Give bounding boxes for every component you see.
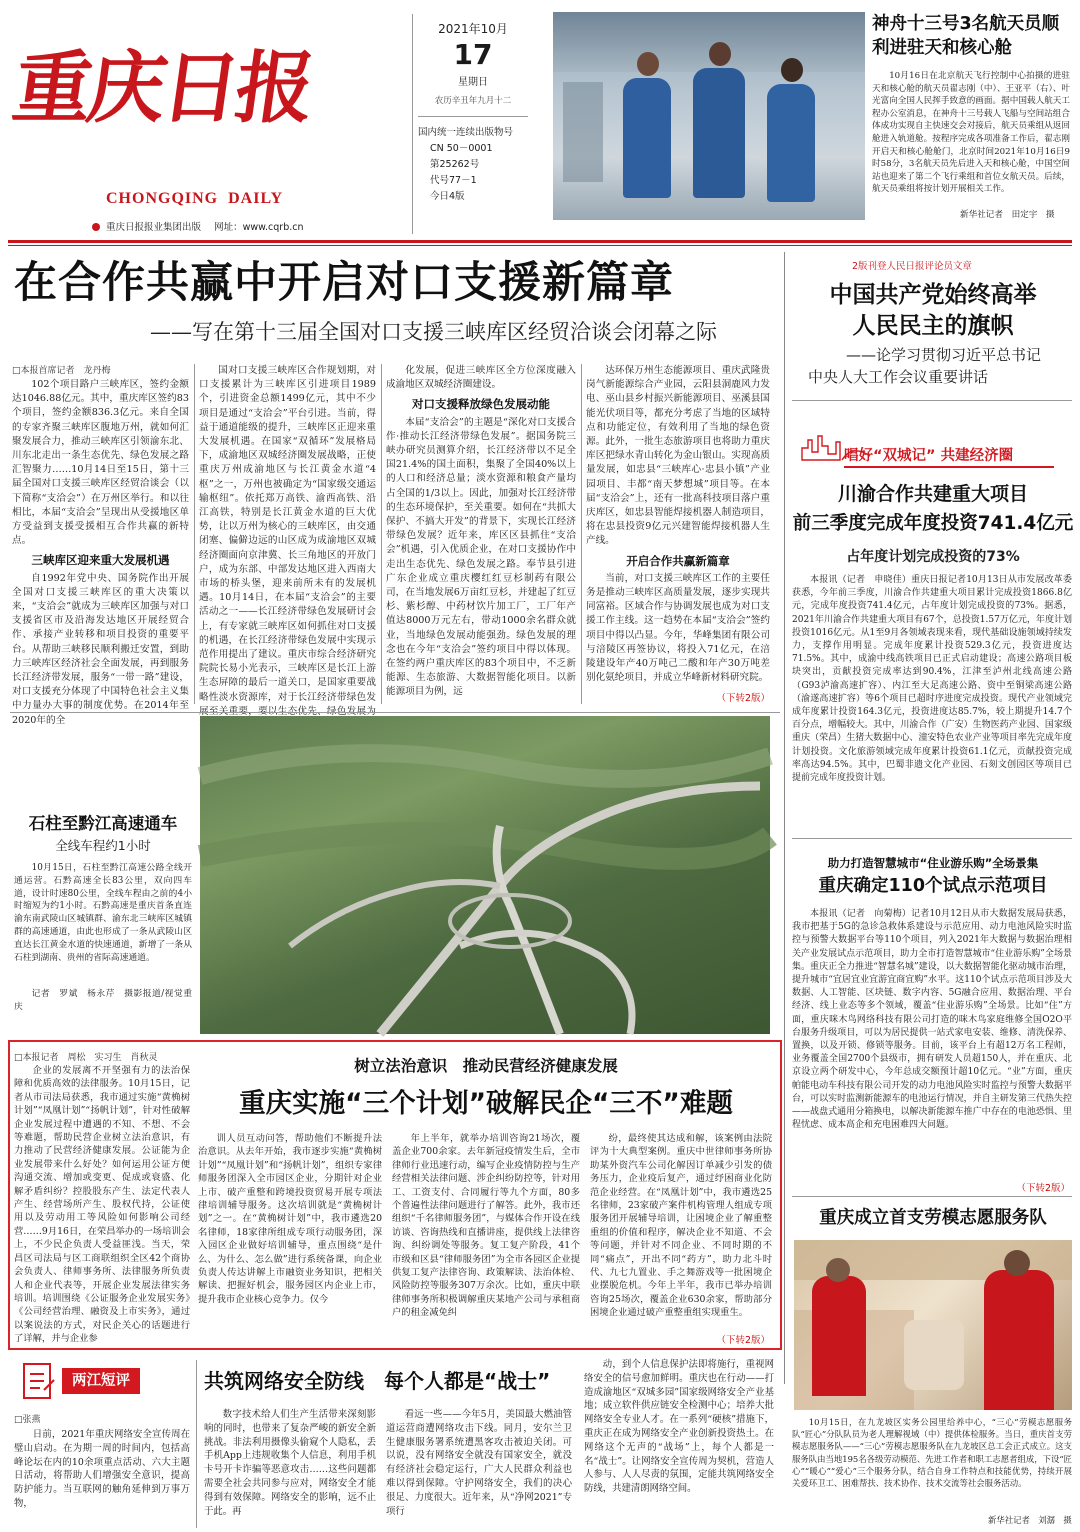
photo-story-credit-text: 记者 罗斌 杨永芹 摄影报道/视觉重庆 [14,989,192,1012]
side2-headline-line2: 前三季度完成年度投资741.4亿元 [792,513,1074,534]
feature-col4 [590,1132,772,1332]
side4-caption-text: 10月15日，在九龙坡区实务公园里给养中心，“三心”劳模志愿服务队“匠心”分队队员为老人理解视域（中）提供体检服务。当日，重庆首支劳模志愿服务队——“三心”劳模志愿服务队在九龙坡区总工会正式成立。这支服务队由当地195名各级劳动模范、先进工作者和职工志愿者组成，下设“匠心”“暖心”“爱心”三个服务分队，结合自身工作特点和技能优势，持续开展关爱环卫工、困难帮扶、技术协作、技术交流等社会服务活动。 [792,1417,1072,1489]
side3-body [792,908,1072,1178]
weekday: 星期日 [458,77,488,88]
lead-col4 [586,364,770,689]
date-day: 17 [453,38,493,71]
masthead-publisher-line [92,219,304,233]
feature-col1 [14,1064,190,1346]
side2-banner-text: 唱好“双城记” 共建经济圈 [844,448,1014,464]
issue-info [418,20,538,205]
side3-continue-link[interactable]: （下转2版） [1016,1183,1070,1194]
issn-label: 国内统一连续出版物号 [418,127,514,138]
lead-subheadline: ——写在第十三届全国对口支援三峡库区经贸洽谈会闭幕之际 [150,320,717,344]
side4-headline: 重庆成立首支劳模志愿服务队 [819,1208,1047,1228]
commentary-col2 [204,1408,376,1528]
lead-col2 [199,364,376,706]
feature-col3 [392,1132,580,1346]
commentary-col4-text: 动，到个人信息保护法即将施行，重视网络安全的信号愈加鲜明。重庆也在行动——打造成渝地区“双城多园”国家级网络安全产业基地；成立软件供应链安全检测中心；培养大批网络安全专业人才。在一系列“硬核”措施下，重庆正在成为网络安全产业创新投资热土。在网络这个无声的“战场”上，每个人都是一名“战士”。让网络安全宣传周为契机，营造人人参与、人人尽责的氛围，定能共筑网络安全防线，共建清朗网络空间。 [584,1359,774,1495]
cn-number: CN 50－0001 [430,143,493,154]
lead-col3-text: 化发展，促进三峡库区全方位深度融入成渝地区双城经济圈建设。 [386,365,576,391]
feature-col2-text: 训人员互动问答，帮助他们不断提升法治意识。从去年开始，我市逐步实施“黄桷树计划”“凤凰计划”和“扬帆计划”，组织专家律师服务团深入全市园区企业，分期针对企业上市、破产重整和跨境投资贸易开展专项法律培训辅导服务。这次培训就是“黄桷树计划”之一。在“黄桷树计划”中，我市遴选20名律师，18家律所组成专项行动服务团，深入园区企业做好培训辅导，重点围绕“是什么、为什么、怎么做”进行系统备课，向企业负责人传达讲解上市融资业务知识，把相关解读、把握好机会，服务园区内企业上市，提升我市企业核心竞争力。仅今 [198,1133,382,1305]
side3-headline [792,854,1074,900]
commentary-badge [22,1360,182,1404]
astronaut-photo [553,12,865,220]
lead-headline: 在合作共赢中开启对口支援新篇章 [14,258,674,308]
lead-col4-subhead: 开启合作共赢新篇章 [626,553,730,568]
highway-photo [200,716,770,1034]
astronaut-figure [623,52,673,202]
side2-body-text: 本报讯（记者 申晓佳）重庆日报记者10月13日从市发展改革委获悉，今年前三季度，川渝合作共建重大项目累计完成投资1866.8亿元，完成年度投资741.4亿元，占年度计划完成投资的73%。据悉，2021年川渝合作共建重大项目有67个，总投资1.57万亿元，年度计划投资1016亿元。从1至9月各领域表现来看，现代基础设施领域持续发力，支撑作用明显。完成年度累计投资529.3亿元，投资进度达71.5%。其中，成渝中线高铁项目已正式启动建设；高速公路项目板块突出，贡献投资完成率达到90.4%，江津至泸州北线高速公路（G93泸渝高速扩容）、内江至大足高速公路、资中至铜梁高速公路（渝遂高速扩容）等6个项目已超时序进度完成投资。现代产业领域完成年度累计投资164.3亿元，投资进度达85.7%，较上期提升14.7个百分点，增幅较大。其中，川渝合作（广安）生物医药产业园、国家级重庆（荣昌）生猪大数据中心、潼安特色农业产业等项目率先完成年度计划投资。文化旅游领域完成年度累计投资61.1亿元，贡献投资完成率高达94.5%。其中，巴蜀非遗文化产业园、石刻文创园区等项目已提前完成年度投资计划。 [792,575,1072,784]
lead-col3 [386,364,576,706]
page-count: 今日4版 [430,191,465,202]
volunteer-photo [794,1240,1072,1410]
astronaut-figure [693,42,747,202]
feature-kicker: 树立法治意识 推动民营经济健康发展 [354,1057,618,1075]
feature-col3-text: 年上半年，就举办培训咨询21场次，覆盖企业700余家。去年新冠疫情发生后，全市律师行业迅速行动，编写企业疫情防控与生产经营相关法律问题、涉企纠纷防控等，针对用工、工资支付、合同履行等九个方面，80多个普遍性法律问题进行了解答。此外，我市还组织“千名律师服务团”，与媒体合作开设在线访谈、咨询热线和直播讲座，提供线上法律咨询、纠纷调处等服务。复工复产阶段，41个市级和区县“律师服务团”为全市各园区企业提供复工复产法律咨询、政策解读、法治体检、风险防控等服务307万余次。比如，重庆中联律师事务所积极调解重庆某地产公司与承租商户的租金减免纠 [392,1133,580,1319]
commentary-byline: □张燕 [14,1415,41,1425]
side1-sub-line1: ——论学习贯彻习近平总书记 [846,346,1042,364]
lead-col3b-text: 本届“支洽会”的主题是“深化对口支援合作·推动长江经济带绿色发展”。据国务院三峡办研究员测算介绍，长江经济带以不足全国21.4%的国土面积，集聚了全国40%以上的人口和经济总量；淡水资源和粮食产量均占全国的1/3以上。因此，加强对长江经济带的生态环境保护，至关重要。如何在“共抓大保护、不搞大开发”的背景下，实现长江经济带绿色发展？近年来，库区区县抓住“支洽会”机遇，引入优质企业，在对口支援协作中走出生态优先、绿色发展之路。奉节县引进广东企业成立重庆樱红红豆杉制药有限公司，在当地发展6万亩红豆杉，并建起了红豆杉、紫杉醇、中药材饮片加工厂，工厂年产值达8000万元左右，带动1000余名群众就业，当地绿色发展动能强劲。绿色发展的理念也在今年“支洽会”签约项目中得以体现。在签约两户重庆库区的83个项目中，不乏新能源、生态旅游、大数据智能化项目。以新能源项目为例，远 [386,416,576,698]
publisher-logo-icon [92,223,100,231]
feature-continue-link[interactable]: （下转2版） [716,1335,770,1346]
side3-body-text: 本报讯（记者 向菊梅）记者10月12日从市大数据发展局获悉，我市把基于5G的急诊急救体系建设与示范应用、动力电池风险实时监控与预警大数据平台等110个项目，列入2021年大数据与数据治理相关产业发展试点示范项目，助力全市打造智慧城市“住业游乐购”全场景集。重庆正全力推进“智慧名城”建设，以大数据智能化驱动城市治理，提升城市“宜居宜业宜游宜商宜购”水平。这110个试点示范项目涉及大数据、人工智能、区块链、数字内容、5G融合应用、数据治理、平台经济、线上业态等多个领域，覆盖“住业游乐购”全场景。比如“住”方面，重庆咪木鸟网络科技有限公司打造的咪木鸟家庭维修全国O2O平台服务升级项目，可以为居民提供一站式家电安装、维修、清洗保养、置换，以及开锁、修锁等服务。目前，该平台上有超12万名工程师，业务覆盖全国2700个县级市，拥有研发人员超150人，并在重庆、北京设立两个研发中心，今年总成交额预计超10亿元。“业”方面，重庆帕能电动车科技有限公司开发的动力电池风险实时监控与预警大数据平台，可以实时监测新能源车的电池运行情况，并自主研发第三代热失控——战盘式通用分箱换电，以解决新能源车推广中存在的电池恐惧、里程忧虑、成本高企和充电困难四大问题。 [792,909,1072,1131]
lead-col4-text: 达环保万州生态能源项目、重庆武隆贵岗气新能源综合产业园，云阳县洞鹿风力发电、巫山县乡村振兴新能源项目、巫溪县国能光伏项目等，都充分考虑了当地的区域特点和功能定位，有效利用了当地的绿色资源。此外，一批生态旅游项目也将助力重庆库区把绿水青山转化为金山银山。实现高质量发展，如忠县“三峡库心·忠县小镇”产业园项目、丰都“南天梦想城”项目等。在本届“支洽会”上，还有一批高科技项目落户重庆库区，如忠县智能焊接机器人制造项目，将在忠县投资9亿元兴建智能焊接机器人生产线。 [586,365,770,547]
commentary-col4 [584,1358,774,1528]
photo-story-subheadline: 全线车程约1小时 [55,838,151,853]
side3-headline-line1: 助力打造智慧城市“住业游乐购”全场景集 [827,856,1039,870]
date-ym: 2021年10月 [438,22,508,36]
side1-headline [792,280,1074,342]
commentary-col1 [14,1428,190,1528]
side4-credit: 新华社记者 刘潺 摄 [988,1515,1072,1525]
side2-headline-line1: 川渝合作共建重大项目 [837,483,1028,505]
shenzhou-body [872,70,1070,208]
side1-sub-line2: 中央人大工作会议重要讲话 [808,368,989,386]
photo-story-credit [14,988,192,1014]
photo-story-headline: 石柱至黔江高速通车 [28,814,178,833]
side2-body [792,574,1072,826]
shenzhou-body-text: 10月16日在北京航天飞行控制中心拍摄的进驻天和核心舱的航天员翟志刚（中）、王亚平（右）、叶光富向全国人民挥手致意的画面。据中国载人航天工程办公室消息，在神舟十三号载人飞船与空间站组合体成功实现自主快速交会对接后，航天员乘组从返回舱进入轨道舱。按程序完成各项准备工作后，翟志刚开启天和核心舱舱门，北京时间2021年10月16日9时58分，3名航天员先后进入天和核心舱，中国空间站也迎来了第二个飞行乘组和首位女航天员。后续，航天员乘组将按计划开展相关工作。 [872,71,1070,195]
side2-banner [800,428,1070,468]
masthead-logo [7,14,317,207]
lead-col3-subhead: 对口支援释放绿色发展动能 [412,397,550,412]
feature-col4-text: 纷，最终使其达成和解，该案例由法院评为十大典型案例。重庆中世律师事务所协助某外资汽车公司化解因订单减少引发的债务压力，企业疫后复产，通过纾困商业化防范企业经营。在“凤凰计划”中，我市遴选25名律师，23家破产案件机构管理人组成专项服务团开展辅导培训，让困境企业了解重整重组的价值和程序，解决企业不知道、不会等问题，并针对不同企业、不同时期的不同“痛点”，开出不同“药方”，助力北斗时代、九七九置业、手之舞游戏等一批困境企业摆脱危机。今年上半年，我市已举办培训咨询25场次，覆盖企业630余家，帮助部分困境企业通过破产重整重组实现重生。 [590,1133,772,1319]
commentary-col1-text: 日前，2021年重庆网络安全宣传周在璧山启动。在为期一周的时间内，包括高峰论坛在内的10余项重点活动、六大主题日活动，将帮助人们增强安全意识，提高防护能力。当互联网的触角延伸到万事万物， [14,1429,190,1509]
lead-col2-text: 国对口支援三峡库区合作规划期，对口支援累计为三峡库区引进项目1989个，引进资金总额1499亿元，其中不少项目是通过“支洽会”平台引进。当前，得益于通道能级的提升，三峡库区正迎来重大发展机遇。在国家“双循环”发展格局下，成渝地区双城经济圈发展战略，正使重庆万州成渝地区与长江黄金水道“4枢”之一，万州也被确定为“国家级交通运输枢纽”。依托郑万高铁、渝西高铁、沿江高铁，特别是长江黄金水道的巨大优势，让以万州为核心的三峡库区，由交通闭塞、偏僻边远的山区成为成渝地区双城经济圈面向京津冀、长三角地区的开放门户，成为东部、中部发达地区进入西南大市场的桥头堡，迎来前所未有的发展机遇。10月14日，在本届“支洽会”的主要活动之一——长江经济带绿色发展研讨会上，有专家就三峡库区如何抓住对口支援的机遇，在长江经济带绿色发展中实现示范作用提出了建议。重庆市综合经济研究院院长易小光表示，三峡库区是长江上游生态屏障的最后一道关口，是国家重要战略性淡水资源库，对于长江经济带绿色发 [199,365,376,703]
side1-headline-line2: 人民民主的旗帜 [852,313,1014,339]
side4-caption [792,1416,1072,1516]
masthead-pinyin: CHONGQING DAILY [106,190,284,207]
masthead-title: 重庆日报 [7,43,317,134]
feature-headline: 重庆实施“三个计划”破解民企“三不”难题 [239,1088,733,1119]
commentary-col3-text: 看远一些——今年5月，美国最大燃油管道运营商遭网络攻击下线。同月，安尔兰卫生健康服务署系统遭黑客攻击被迫关闭。可以说，没有网络安全就没有国家安全，就没有经济社会稳定运行，广大人民群众利益也难以得到保障。守护网络安全，我们的决心很足、力度很大。近年来，从“净网2021”专项行 [386,1409,572,1517]
commentary-col3 [386,1408,572,1528]
side2-subheadline: 占年度计划完成投资的73% [846,549,1020,565]
feature-col1-text: 企业的发展离不开坚强有力的法治保障和优质高效的法律服务。10月15日，记者从市司法局获悉，我市通过实施“黄桷树计划”“凤凰计划”“扬帆计划”，针对性破解企业发展过程中遭遇的不知、不想、不会等难题，帮助民营企业树立法治意识，有力推动了民营经济健康发展。公证能为企业发展带来什么好处？如何运用公证方便沟通交流、增加或变更、促成或衰盛、化解矛盾纠纷？控股股东产生、法定代表人产生、经营场所产生、股权代持，公证使用以及劳动用工等风险如何影响公司经营……9月16日，在荣昌举办的一场培训会上，不少民企负责人受益匪浅。当天，荣昌区司法局与区工商联组织全区42个商协会负责人、律师事务所、法律服务所负责人和企业代表等，开展企业发展法律实务培训。培训围绕《公证服务企业发展实务》《公司经营治理、融资及上市实务》，通过以案说法的方式，对民企关心的话题进行了详解，并与企业参 [14,1065,190,1345]
shenzhou-credit: 新华社记者 田定宇 摄 [960,210,1055,220]
website: 网址：www.cqrb.cn [214,222,304,233]
lunar: 农历辛丑年九月十二 [434,96,512,106]
lead-col1-subhead: 三峡库区迎来重大发展机遇 [31,553,170,568]
side3-headline-line2: 重庆确定110个试点示范项目 [818,876,1048,896]
photo-story-body-text: 10月15日，石柱至黔江高速公路全线开通运营。石黔高速全长83公里，双向四车道，设计时速80公里，全线车程由之前的4小时缩短为约1小时。石黔高速是重庆首条直连渝东南武陵山区城镇群、渝东北三峡库区城镇群的高速通道，由此也形成了一条从武陵山区直达长江黄金水道的快速通道，新增了一条从石柱到湖南、贵州的省际高速通道。 [14,863,192,963]
highway-illustration [200,716,770,1034]
astronaut-figure [767,58,817,208]
document-icon [22,1360,56,1400]
postal-code: 代号77－1 [430,175,477,186]
commentary-col2-text: 数字技术给人们生产生活带来深刻影响的同时，也带来了复杂严峻的新安全新挑战。非法利用摄像头偷窥个人隐私，丢手机App上违规收集个人信息，利用手机卡号开卡诈骗等恶意攻击……这些问题都需要全社会共同参与应对，网络安全才能得到有效保障。网络安全的影响，远不止于此。再 [204,1409,376,1517]
lead-continue-link[interactable]: （下转2版） [716,693,770,704]
lead-byline: □本报首席记者 龙丹梅 [12,366,111,376]
publisher: 重庆日报报业集团出版 [106,222,202,233]
side1-tag: 2版刊登人民日报评论员文章 [852,261,973,272]
issue-number: 第25262号 [430,159,480,170]
photo-story-body [14,862,192,990]
lead-col4b-text: 当前，对口支援三峡库区工作的主要任务是推动三峡库区高质量发展，逐步实现共同富裕。区域合作与协调发展也成为对口支援工作主线。这一趋势在本届“支洽会”签约项目中得以凸显。今年，华峰集团有限公司与涪陵区再签协议，将投入71亿元，在涪陵建设年产40万吨己二酸和年产30万吨差别化氨纶项目，并成立华峰新材料研究院。 [586,572,770,684]
masthead-divider [8,240,1072,243]
side2-headline [792,480,1074,538]
lead-col1b-text: 自1992年党中央、国务院作出开展全国对口支援三峡库区的重大决策以来，“支洽会”就成为三峡库区加强与对口支援省区市及沿海发达地区开展经贸合作、承接产业转移和项目投资的重要平台。从帮助三峡移民顺利搬迁安置，到助力三峡库区经济社会全面发展，再到服务长江经济带发展，服务“一带一路”建设，对口支援充分体现了中国特色社会主义集中力量办大事的制度优势。在2014年至2020年的全 [12,572,189,726]
feature-col2 [198,1132,382,1346]
commentary-badge-text: 两江短评 [62,1368,140,1394]
side1-headline-line1: 中国共产党始终高举 [829,282,1037,308]
commentary-headline: 共筑网络安全防线 每个人都是“战士” [204,1369,551,1393]
feature-byline: □本报记者 周松 实习生 肖秋灵 [14,1053,158,1063]
side1-sub [808,344,1074,388]
lead-col1 [12,378,189,726]
shenzhou-headline: 神舟十三号3名航天员顺利进驻天和核心舱 [872,14,1060,58]
lead-col1-text: 102个项目路户三峡库区，签约金额达1046.88亿元。其中，重庆库区签约83个项目，签约金额836.3亿元。来自全国的专家齐聚三峡库区腹地万州，就如何汇聚发展合力，推动三峡库区引领渝东北、川东北走出一条生态优先、绿色发展之路汇智聚力……10月14日至15日，第十三届全国对口支援三峡库区经贸洽谈会（以下简称“支洽会”）在万州区举行。和以往相比，本届“支洽会”呈现出从受援地区单方受益到支援受援相互合作共赢的新特点。 [12,379,189,547]
